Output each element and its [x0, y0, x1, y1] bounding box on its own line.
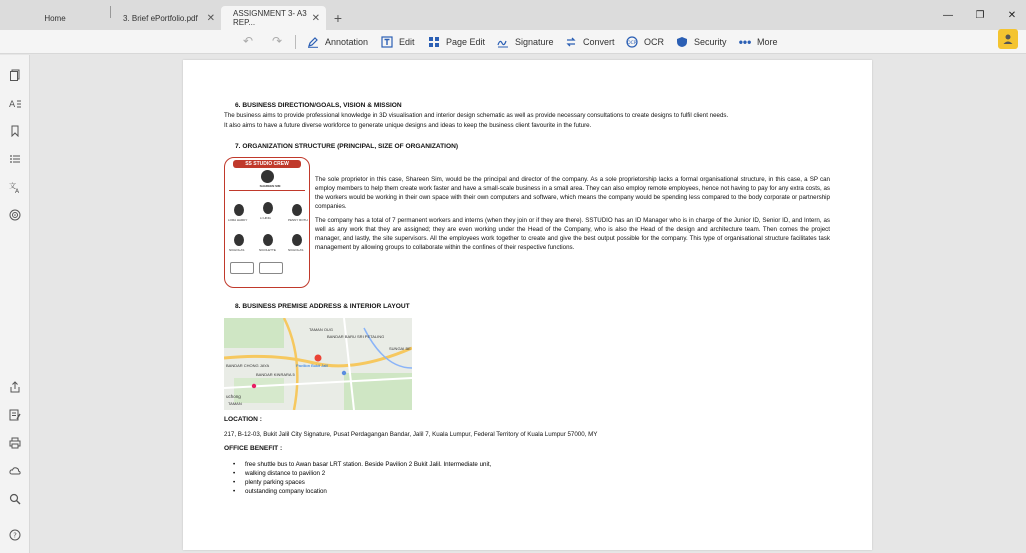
- member-name: NICOLETTE: [259, 248, 276, 252]
- security-button[interactable]: [676, 33, 727, 51]
- list-item: • free shuttle bus to Awan basar LRT station. Beside Pavilion 2 Bukit Jalil. Intermediate unit,: [233, 460, 491, 469]
- list-icon[interactable]: [9, 153, 21, 165]
- shield-icon: [676, 36, 688, 48]
- section-7-heading: 7. ORGANIZATION STRUCTURE (PRINCIPAL, SIZE OF ORGANIZATION): [235, 143, 459, 150]
- cloud-icon[interactable]: [9, 465, 21, 477]
- poster-title: SS STUDIO CREW: [233, 160, 301, 168]
- text-icon[interactable]: [9, 97, 21, 109]
- member-photo: [292, 234, 302, 246]
- svg-text:A: A: [9, 100, 16, 109]
- page-edit-label: Page Edit: [446, 37, 486, 47]
- ocr-label: OCR: [644, 37, 664, 47]
- tab-brief-eportfolio[interactable]: [111, 6, 221, 30]
- more-label: More: [757, 37, 778, 47]
- map-label: TAMAN OUG: [309, 327, 333, 332]
- poster-divider: [229, 190, 305, 191]
- map-label: BANDAR BARU SRI PETALING: [327, 334, 385, 339]
- print-icon[interactable]: [9, 437, 21, 449]
- close-icon[interactable]: ✕: [311, 12, 320, 24]
- title-bar: [0, 0, 1026, 30]
- member-name: LORA HARDY: [228, 218, 248, 222]
- redo-icon[interactable]: ↷: [272, 34, 283, 48]
- target-icon[interactable]: [9, 209, 21, 221]
- member-photo: [292, 204, 302, 216]
- edit-label: Edit: [399, 37, 415, 47]
- text-edit-icon: [381, 36, 393, 48]
- member-name: LI HING: [260, 216, 271, 220]
- annotation-label: Annotation: [325, 37, 369, 47]
- toolbar-divider: [295, 35, 296, 49]
- member-name: NICHOLAS: [288, 248, 304, 252]
- grid-icon: [428, 36, 440, 48]
- form-edit-icon[interactable]: [9, 409, 21, 421]
- translate-icon[interactable]: [9, 181, 21, 193]
- user-account-button[interactable]: [998, 29, 1018, 49]
- list-item: • plenty parking spaces: [233, 478, 491, 487]
- section-7-paragraph-2: The company has a total of 7 permanent workers and interns (when they join or if they are there). SSTUDIO has an ID Manager who is in charge of the Junior ID, Senior ID, and Intern, as well as any work that they are assigned; they are even working under the Head of the Company, who is also the Head of the design and architecture team. Then comes the project manager, and lastly, the site supervisors. All the employees work together to create and give the best output possible for the company. This type of organisational structure facilitates task management by allowing groups to collaborate within the confines of their respective functions.: [315, 217, 830, 251]
- map-label: TAMAN: [228, 401, 242, 406]
- svg-text:OCR: OCR: [627, 40, 637, 46]
- section-6-text-line-1: The business aims to provide professional knowledge in 3D visualisation and interior design schematic as well as provide necessary consultations to create designs to fulfil client needs.: [224, 112, 729, 119]
- section-6-text-line-2: It also aims to have a future diverse workforce to generate unique designs and ideas to keep the business client favourite in the future.: [224, 122, 592, 129]
- tab-label: 3. Brief ePortfolio.pdf: [123, 13, 198, 23]
- left-sidebar: [0, 55, 30, 553]
- window-controls: [930, 0, 1026, 30]
- svg-text:A: A: [15, 188, 20, 193]
- more-dots-icon: •••: [738, 35, 752, 49]
- pdf-page: [183, 60, 872, 550]
- signature-icon: [497, 36, 509, 48]
- annotation-button[interactable]: [307, 33, 368, 51]
- edit-button[interactable]: [381, 33, 415, 51]
- org-chart-poster: [224, 157, 310, 288]
- ocr-button[interactable]: [626, 33, 664, 51]
- office-benefits-list: [233, 460, 491, 496]
- list-item: • outstanding company location: [233, 487, 491, 496]
- office-benefit-label: OFFICE BENEFIT :: [224, 445, 283, 452]
- minimize-button[interactable]: —: [943, 9, 953, 21]
- svg-text:?: ?: [13, 531, 17, 540]
- poster-card: [230, 262, 254, 274]
- tab-assignment-3[interactable]: [221, 6, 326, 30]
- svg-text:文: 文: [9, 182, 16, 190]
- tab-home[interactable]: [0, 6, 110, 30]
- new-tab-button[interactable]: [326, 6, 350, 30]
- plus-icon: +: [333, 10, 343, 26]
- help-icon[interactable]: [9, 529, 21, 541]
- section-6-heading: 6. BUSINESS DIRECTION/GOALS, VISION & MISSION: [235, 102, 402, 109]
- more-button[interactable]: [739, 33, 778, 51]
- map-label: Pavilion Bukit Jalil: [296, 363, 329, 368]
- bookmark-icon[interactable]: [9, 125, 21, 137]
- user-icon: [1002, 33, 1014, 45]
- close-icon[interactable]: ✕: [206, 12, 215, 24]
- location-label: LOCATION :: [224, 416, 262, 423]
- location-map: [224, 318, 412, 410]
- member-photo: [234, 204, 244, 216]
- list-item: • walking distance to pavilion 2: [233, 469, 491, 478]
- member-photo: [263, 202, 273, 214]
- member-photo: [234, 234, 244, 246]
- address-text: 217, B-12-03, Bukit Jalil City Signature, Pusat Perdagangan Bandar, Jalil 7, Kuala Lumpur, Federal Territory of Kuala Lumpur 57000, MY: [224, 431, 598, 438]
- member-name: PENNY ROTH: [288, 218, 308, 222]
- tab-label: ASSIGNMENT 3- A3 REP...: [233, 9, 307, 27]
- page-edit-button[interactable]: [428, 33, 485, 51]
- member-photo: [263, 234, 273, 246]
- search-icon[interactable]: [9, 493, 21, 505]
- share-icon[interactable]: [9, 381, 21, 393]
- map-label: BANDAR CHONG JAYA: [226, 363, 270, 368]
- map-label: BANDAR KINRARA 5: [256, 372, 295, 377]
- close-window-button[interactable]: ✕: [1007, 9, 1017, 21]
- signature-button[interactable]: [497, 33, 554, 51]
- convert-label: Convert: [583, 37, 615, 47]
- section-8-heading: 8. BUSINESS PREMISE ADDRESS & INTERIOR LAYOUT: [235, 303, 410, 310]
- ocr-icon: [626, 36, 638, 48]
- principal-name: SHAREEN SIM: [259, 184, 281, 188]
- member-name: NICHOLAS: [229, 248, 245, 252]
- tab-label: Home: [44, 13, 66, 23]
- restore-button[interactable]: ❐: [975, 9, 985, 21]
- convert-button[interactable]: [565, 33, 615, 51]
- pen-icon: [307, 36, 319, 48]
- map-label: uchong: [226, 394, 241, 399]
- main-toolbar: [0, 30, 1026, 54]
- section-7-paragraph-1: The sole proprietor in this case, Shareen Sim, would be the principal and director of the company. As a sole proprietorship lacks a formal organisational structure, in this case, a SP can employ members to help them create work faster and have a small-scale business in a small area. They can also employ remote employees, hence not having to pay for any extra costs, as the workers would be working in their own space with their own computers and software, which means the company would be spending less compared to the body corporate or partnership companies.: [315, 176, 830, 210]
- undo-icon[interactable]: ↶: [243, 34, 254, 48]
- convert-icon: [565, 36, 577, 48]
- principal-photo: [261, 170, 274, 183]
- signature-label: Signature: [515, 37, 554, 47]
- security-label: Security: [694, 37, 727, 47]
- thumbnails-icon[interactable]: [9, 69, 21, 81]
- map-label: SUNGAI BE: [389, 346, 411, 351]
- poster-card: [259, 262, 283, 274]
